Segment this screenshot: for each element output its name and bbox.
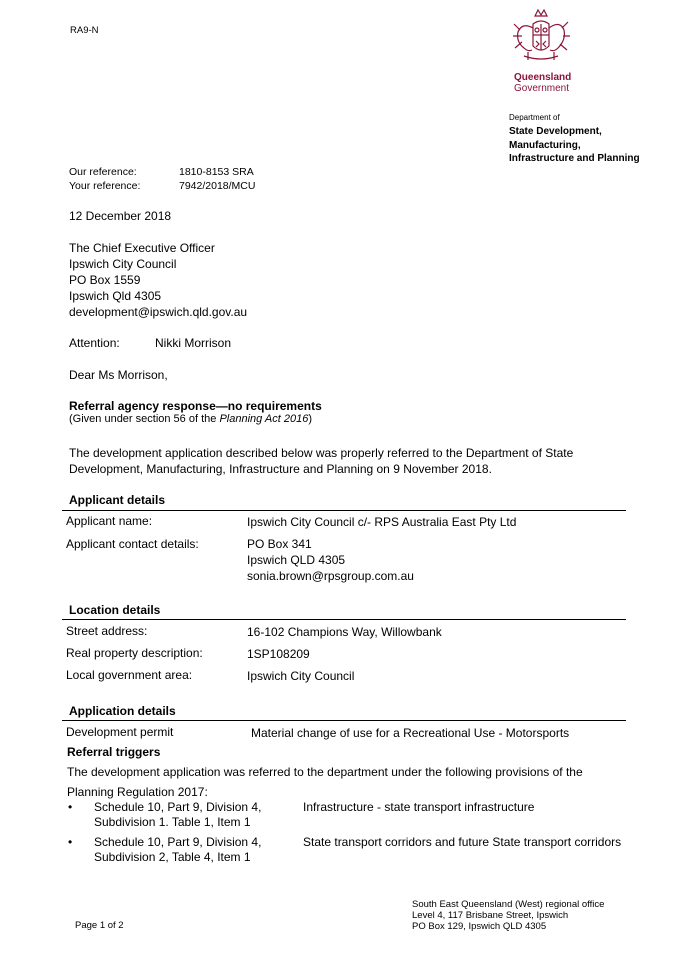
referral-description: Infrastructure - state transport infrastructure bbox=[303, 800, 535, 814]
bullet: • bbox=[68, 835, 73, 849]
referral-description: State transport corridors and future State transport corridors bbox=[303, 835, 622, 849]
real-property-value: 1SP108209 bbox=[247, 647, 310, 661]
salutation: Dear Ms Morrison, bbox=[69, 368, 168, 382]
recipient-address: The Chief Executive Officer Ipswich City Council PO Box 1559 Ipswich Qld 4305 development@ipswich.qld.gov.au bbox=[69, 241, 248, 319]
department-name: State Development, Manufacturing, Infrastructure and Planning bbox=[509, 126, 640, 164]
given-under-note: (Given under section 56 of the Planning Act 2016) bbox=[69, 413, 312, 425]
intro-paragraph: The development application described below was properly referred to the Department of State Development, Manufacturing, Infrastructure and Planning on 9 November 2018. bbox=[69, 446, 574, 476]
logo-government-text: Government bbox=[514, 83, 570, 94]
page-number: Page 1 of 2 bbox=[75, 920, 124, 931]
applicant-name-label: Applicant name: bbox=[66, 514, 153, 528]
referral-provision: Schedule 10, Part 9, Division 4, Subdivision 1. Table 1, Item 1 bbox=[94, 800, 262, 829]
real-property-label: Real property description: bbox=[66, 646, 203, 660]
referral-provision: Schedule 10, Part 9, Division 4, Subdivision 2, Table 4, Item 1 bbox=[94, 835, 262, 864]
regional-office-address: South East Queensland (West) regional office Level 4, 117 Brisbane Street, Ipswich PO Box 129, Ipswich QLD 4305 bbox=[412, 899, 605, 932]
bullet: • bbox=[68, 800, 73, 814]
local-government-value: Ipswich City Council bbox=[247, 669, 355, 683]
applicant-contact-label: Applicant contact details: bbox=[66, 537, 199, 551]
queensland-coat-of-arms-icon bbox=[508, 6, 574, 72]
attention-line: Attention: Nikki Morrison bbox=[69, 336, 232, 350]
your-reference-label: Your reference: bbox=[69, 180, 141, 192]
referral-triggers-heading: Referral triggers bbox=[67, 745, 161, 759]
references bbox=[69, 165, 255, 193]
location-details-heading: Location details bbox=[69, 603, 161, 617]
recipient-email: development@ipswich.qld.gov.au bbox=[69, 305, 248, 319]
letter-subject: Referral agency response—no requirements bbox=[69, 399, 322, 413]
applicant-name-value: Ipswich City Council c/- RPS Australia East Pty Ltd bbox=[247, 515, 517, 529]
referral-triggers-intro: The development application was referred to the department under the following provisions of the Planning Regulation 2017: bbox=[67, 765, 583, 799]
street-address-value: 16-102 Champions Way, Willowbank bbox=[247, 625, 442, 639]
our-reference-label: Our reference: bbox=[69, 166, 137, 178]
development-permit-value: Material change of use for a Recreational Use - Motorsports bbox=[251, 726, 570, 740]
applicant-contact-value: PO Box 341 Ipswich QLD 4305 sonia.brown@rpsgroup.com.au bbox=[247, 537, 414, 583]
section-rule bbox=[62, 619, 626, 620]
letter-date: 12 December 2018 bbox=[69, 209, 172, 223]
development-permit-label: Development permit bbox=[66, 725, 174, 739]
applicant-email: sonia.brown@rpsgroup.com.au bbox=[247, 569, 414, 583]
logo-queensland-text: Queensland bbox=[514, 72, 572, 83]
section-rule bbox=[62, 510, 626, 511]
local-government-label: Local government area: bbox=[66, 668, 193, 682]
section-rule bbox=[62, 720, 626, 721]
application-details-heading: Application details bbox=[69, 704, 176, 718]
document-code: RA9-N bbox=[70, 25, 99, 36]
street-address-label: Street address: bbox=[66, 624, 148, 638]
your-reference-value: 7942/2018/MCU bbox=[179, 180, 256, 192]
applicant-details-heading: Applicant details bbox=[69, 493, 166, 507]
department-label: Department of bbox=[509, 113, 560, 122]
our-reference-value: 1810-8153 SRA bbox=[179, 166, 254, 178]
